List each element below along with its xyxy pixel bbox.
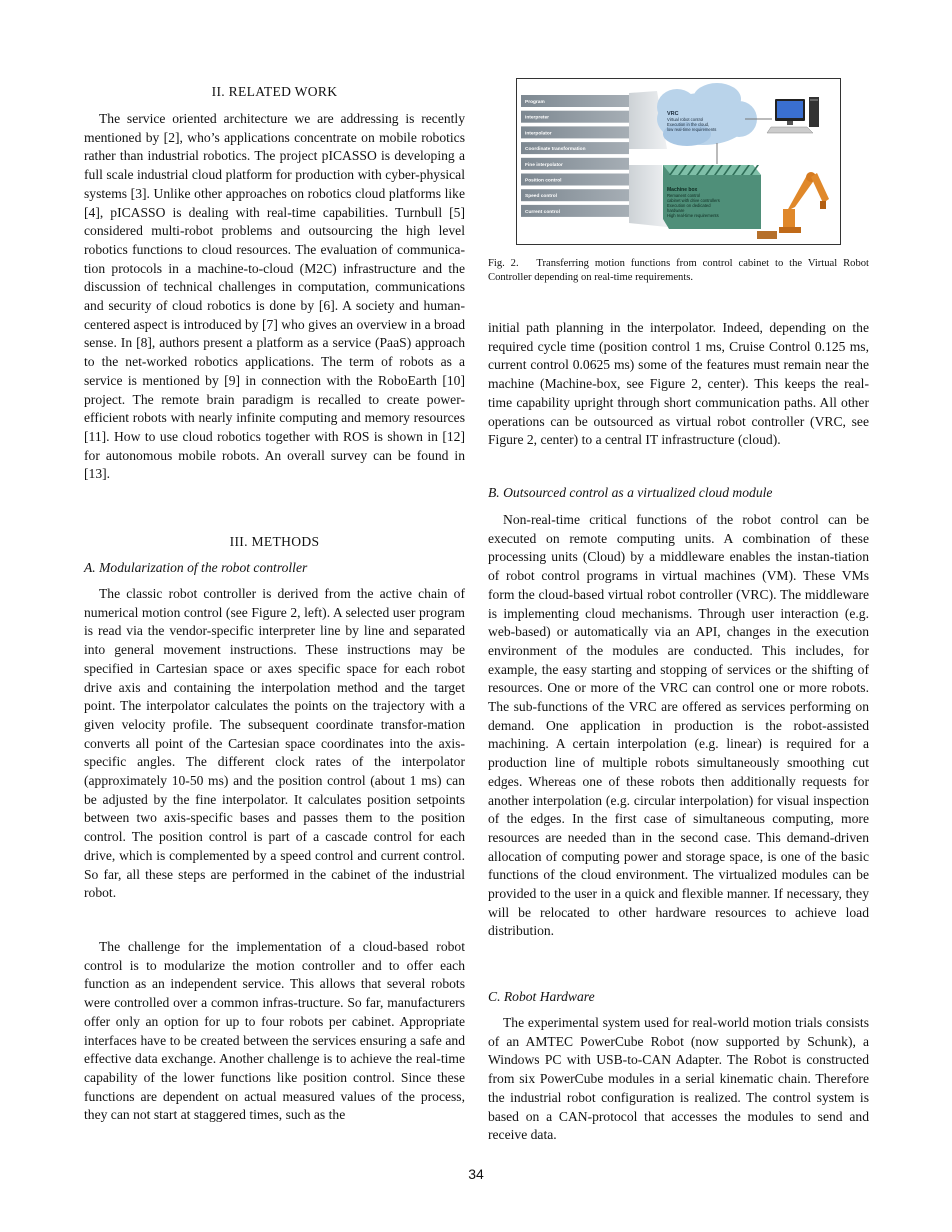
stack-layer-label: Speed control xyxy=(525,194,557,200)
stack-layer-label: Program xyxy=(525,100,545,105)
stack-layer-label: Position control xyxy=(525,178,562,184)
figure-2 xyxy=(516,78,841,245)
stack-layer-label: Fine interpolator xyxy=(525,162,563,168)
function-stack xyxy=(521,95,629,217)
section-heading-methods: III. METHODS xyxy=(229,534,320,549)
box-line-3: Execution on dedicated xyxy=(667,203,711,208)
subsection-heading-b: B. Outsourced control as a virtualized cloud module xyxy=(488,485,773,500)
figure-2-diagram xyxy=(517,79,840,244)
box-title: Machine box xyxy=(667,187,698,193)
subsection-heading-c: C. Robot Hardware xyxy=(488,989,595,1004)
stack-layer-label: Current control xyxy=(525,209,560,215)
modularization-paragraph-1: The classic robot controller is derived from the active chain of numerical motion control (see Figure 2, left). A selected user program is read via the vendor-specific interpreter line by line and separated into general movement instructions. These instructions may be specified in Cartesian space or axes specific space for each robot drive axis and containing the interpolation method and the target point. The interpolator calculates the points on the trajectory with a given velocity profile. The subsequent coordinate transfor-mation converts all point of the Cartesian space coordinates into the axis-specific angles. The different clock rates of the interpolator (approximately 10-50 ms) and the position control (about 1 ms) can be adjusted by the fine interpolator. It calculates position setpoints between two axis-specific bases and passes them to the position control. The position control is part of a cascade control for each drive, which is complemented by a speed control and current control. So far, all these steps are performed in the cabinet of the industrial robot. xyxy=(84,586,465,901)
stack-layer-label: Interpreter xyxy=(525,115,549,121)
figure-2-caption xyxy=(488,257,869,284)
page-number: 34 xyxy=(468,1166,484,1182)
modularization-paragraph-2: The challenge for the implementation of a cloud-based robot control is to modularize the motion controller and to offer each function as an independent service. This allows that several robots were controlled over a common infras-tructure. So far, manufacturers offer only an option for up to four robots per cabinet. Appropriate interfaces have to be created between the services ensuring a safe and effective data exchange. Another challenge is to achieve the real-time capability of the lower functions like position control. Since these functions are dependent on actual measured values of the process, they can not start at staggered times, such as the xyxy=(84,939,465,1123)
section-heading-related-work: II. RELATED WORK xyxy=(211,84,338,99)
box-line-4: hardware xyxy=(667,208,685,213)
outsourced-control-paragraph: Non-real-time critical functions of the robot control can be executed on remote computing units. A combination of these processing units (Cloud) by a middleware enables the instan-tiation of robot control programs in virtual machines (VM). These VMs form the cloud-based virtual robot controller (VRC). The middleware is implementing cloud mechanisms. Through user interaction (e.g. web-based) or automatically via an API, changes in the execution environment of the modules are conducted. This includes, for example, the easy starting and stopping of services or the shifting of resources. One or more of the VRC can control one or more robots. The sub-functions of the VRC are offered as services performing on demand. One application in production is the robot-assisted machining. A certain interpolation (e.g. linear) is required for a production line of multiple robots simultaneously smoothing cut edges. Whereas one of these robots then additionally requests for another interpolation (e.g. circular interpolation) for visual inspection of the edges. In the first case of simultaneous computing, more resources are needed than in the second case. This demand-driven allocation of computing power and storage space, is one of the basic functions of the cloud environment. The virtualized modules can be provided to the user in a quick and flexible manner. If necessary, they will be relocated to other hardware resources to achieve load distribution. xyxy=(488,512,869,939)
cloud-title: VRC xyxy=(667,111,679,117)
cloud-line-1: Virtual robot control xyxy=(667,117,704,122)
fan-lower xyxy=(629,165,667,227)
industrial-robot-icon xyxy=(757,172,829,239)
computer-icon xyxy=(767,97,819,133)
box-line-5: High real-time requirements xyxy=(667,213,719,218)
stack-layer-label: Coordinate transformation xyxy=(525,147,586,153)
related-work-paragraph: The service oriented architecture we are addressing is recently mentioned by [2], who’s applications concentrate on mobile robotics rather than industrial robotics. The project pICASSO is developing a full scale industrial cloud platform for production with cyber-physical systems [3]. Unlike other approaches on robotics cloud platforms like [4], pICASSO is dealing with real-time capabilities. Turnbull [5] considered multi-robot problems and outsourcing the high level robotics functions to cloud resources. The evaluation of communica-tion protocols in a machine-to-cloud (M2C) infrastructure and the discussion of technical challenges in computation, communications and security of cloud robotics is done by [6]. A society and human-centered aspect is introduced by [7] who gives an overview in a broad sense. In [8], authors present a platform as a service (PaaS) approach to the net-worked robotics applications. The term of robots as a service is mentioned by [9] in connection with the RoboEarth [10] project. The remote brain paradigm is recalled to create power-efficient robots with nearly infinite computing and memory resources [11]. How to use cloud robotics together with ROS is shown in [12] for autonomous mobile robots. An overall survey can be found in [13]. xyxy=(84,111,465,482)
caption-label: Fig. 2. xyxy=(488,258,519,269)
stack-layer-label: Interpolator xyxy=(525,131,552,137)
caption-text: Transferring motion functions from control cabinet to the Virtual Robot Controller depending on real-time requirements. xyxy=(488,258,869,283)
continued-paragraph: initial path planning in the interpolator. Indeed, depending on the required cycle time (position control 1 ms, Cruise Control 0.125 ms, current control 0.0625 ms) some of the features must remain near the machine (Machine-box, see Figure 2, center). This keeps the real-time capability upright through short communication paths. All other operations can be outsourced as virtual robot controller (VRC, see Figure 2, center) to a central IT infrastructure (cloud). xyxy=(488,320,869,448)
cloud-line-2: Execution in the cloud, xyxy=(667,122,710,127)
robot-hardware-paragraph: The experimental system used for real-world motion trials consists of an AMTEC PowerCube Robot (now supported by Schunk), a Windows PC with USB-to-CAN Adapter. The Robot is constructed from six PowerCube modules in a serial kinematic chain. Therefore the industrial robot configuration is realized. The control system is based on a CAN-protocol that accesses the modules to send and receive data. xyxy=(488,1015,869,1143)
box-line-2: cabinet with drive controllers xyxy=(667,198,720,203)
subsection-heading-a: A. Modularization of the robot controller xyxy=(84,560,308,575)
cloud-line-3: low real-time requirements xyxy=(667,127,717,132)
box-line-1: Remanent control xyxy=(667,193,701,198)
